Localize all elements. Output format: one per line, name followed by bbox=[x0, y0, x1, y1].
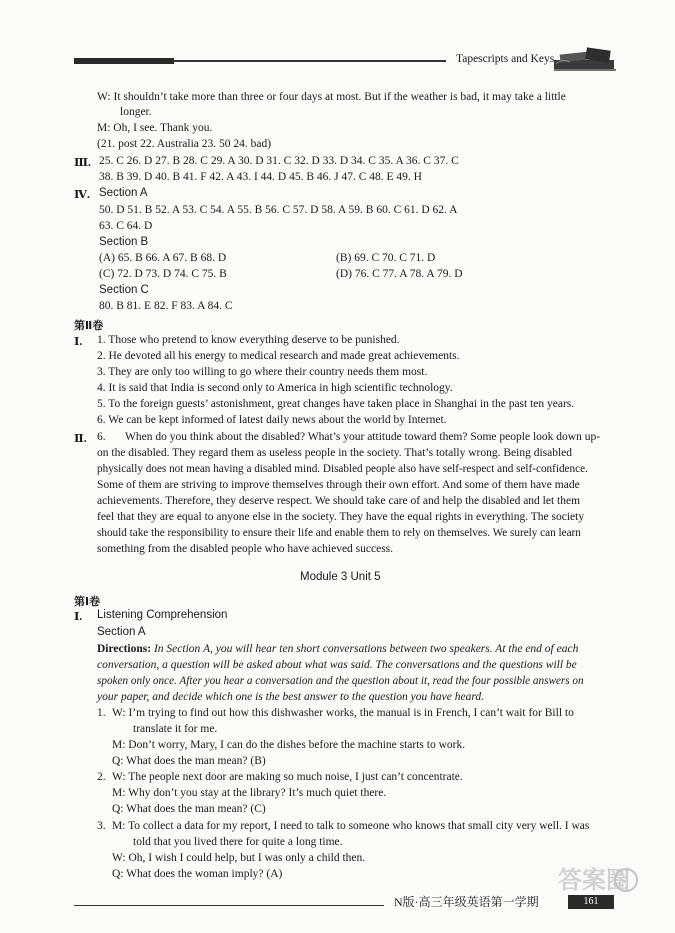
header-rule-thin bbox=[174, 60, 446, 62]
answer-key-line: (B) 69. C 70. C 71. D bbox=[336, 252, 436, 264]
translation-item: 6. We can be kept informed of latest daily news about the world by Internet. bbox=[97, 414, 447, 426]
books-icon bbox=[552, 44, 618, 72]
essay-line: When do you think about the disabled? What’s your attitude toward them? Some people look down up- bbox=[125, 431, 601, 443]
directions-line: spoken only once. After you hear a conversation and the question about it, read the four possible answers on bbox=[97, 675, 584, 687]
dialogue-line: Q: What does the woman imply? (A) bbox=[112, 868, 283, 880]
section-a-heading: Section A bbox=[99, 187, 148, 199]
dialogue-line: M: Why don’t you stay at the library? It’s much quiet there. bbox=[112, 787, 387, 799]
essay-line: Some of them are striving to improve themselves through their own effort. And some of them have made bbox=[97, 479, 580, 491]
section-mark: Ⅰ. bbox=[74, 611, 83, 623]
header-title: Tapescripts and Keys bbox=[456, 53, 555, 65]
section-a-heading: Section A bbox=[97, 626, 146, 638]
translation-item: 4. It is said that India is second only to America in high scientific technology. bbox=[97, 382, 453, 394]
essay-line: achievements. Therefore, they deserve respect. We should take care of and help the disabled and let them bbox=[97, 495, 581, 507]
dialogue-line: M: Don’t worry, Mary, I can do the dishes before the machine starts to work. bbox=[112, 739, 466, 751]
page-number: 161 bbox=[568, 895, 614, 909]
essay-line: physically does not mean having a disabled mind. Disabled people also have self-respect and self-confidence. bbox=[97, 463, 588, 475]
answer-key-line: (C) 72. D 73. D 74. C 75. B bbox=[99, 268, 227, 280]
essay-line: on the disabled. They regard them as useless people in the society. That’s totally wrong. Being disabled bbox=[97, 447, 573, 459]
translation-item: 3. They are only too willing to go where their country needs them most. bbox=[97, 366, 428, 378]
footer-rule bbox=[74, 905, 384, 906]
dialogue-line: longer. bbox=[120, 106, 152, 118]
directions-text: In Section A, you will hear ten short conversations between two speakers. At the end of each bbox=[153, 643, 579, 655]
section-mark: Ⅲ. bbox=[74, 157, 91, 169]
header-rule-thick bbox=[74, 58, 174, 64]
listening-title: Listening Comprehension bbox=[97, 609, 228, 621]
directions-label: Directions: bbox=[97, 643, 152, 655]
dialogue-line: translate it for me. bbox=[133, 723, 218, 735]
essay-line: feel that they are equal to anyone else in the society. They have the equal rights in everything. The society bbox=[97, 511, 585, 523]
answer-key-line: 50. D 51. B 52. A 53. C 54. A 55. B 56. C 57. D 58. A 59. B 60. C 61. D 62. A bbox=[99, 204, 458, 216]
answer-key-line: 25. C 26. D 27. B 28. C 29. A 30. D 31. C 32. D 33. D 34. C 35. A 36. C 37. C bbox=[99, 155, 459, 167]
answer-key-line: (A) 65. B 66. A 67. B 68. D bbox=[99, 252, 227, 264]
footer-text: N版·高三年级英语第一学期 bbox=[394, 895, 539, 909]
answer-key-line: 63. C 64. D bbox=[99, 220, 153, 232]
answer-key-line: (21. post 22. Australia 23. 50 24. bad) bbox=[97, 138, 272, 150]
item-number: 3. bbox=[97, 820, 106, 832]
answer-key-line: 80. B 81. E 82. F 83. A 84. C bbox=[99, 300, 233, 312]
essay-line: something from the disabled people who have achieved success. bbox=[97, 543, 394, 555]
essay-line: should take the responsibility to ensure their life and enable them to rely on themselves. We surely can learn bbox=[97, 527, 581, 539]
translation-item: 2. He devoted all his energy to medical research and made great achievements. bbox=[97, 350, 460, 362]
dialogue-line: Q: What does the man mean? (B) bbox=[112, 755, 266, 767]
item-number: 2. bbox=[97, 771, 106, 783]
section-b-heading: Section B bbox=[99, 236, 149, 248]
section-mark: Ⅰ. bbox=[74, 336, 83, 348]
dialogue-line: told that you lived there for quite a long time. bbox=[133, 836, 343, 848]
answer-key-line: (D) 76. C 77. A 78. A 79. D bbox=[336, 268, 463, 280]
section-mark: Ⅱ. bbox=[74, 433, 87, 445]
essay-number: 6. bbox=[97, 431, 106, 443]
dialogue-line: W: Oh, I wish I could help, but I was only a child then. bbox=[112, 852, 366, 864]
translation-item: 1. Those who pretend to know everything deserve to be punished. bbox=[97, 334, 400, 346]
module-title: Module 3 Unit 5 bbox=[300, 571, 381, 583]
dialogue-line: M: To collect a data for my report, I need to talk to someone who knows that small city very well. I was bbox=[112, 820, 590, 832]
svg-text:答案圈: 答案圈 bbox=[558, 866, 630, 894]
dialogue-line: Q: What does the man mean? (C) bbox=[112, 803, 266, 815]
item-number: 1. bbox=[97, 707, 106, 719]
dialogue-line: M: Oh, I see. Thank you. bbox=[97, 122, 213, 134]
dialogue-line: W: The people next door are making so much noise, I just can’t concentrate. bbox=[112, 771, 463, 783]
part-title: 第Ⅰ卷 bbox=[74, 595, 101, 608]
dialogue-line: W: I’m trying to find out how this dishwasher works, the manual is in French, I can’t wait for Bill to bbox=[112, 707, 574, 719]
translation-item: 5. To the foreign guests’ astonishment, great changes have taken place in Shanghai in the past ten years. bbox=[97, 398, 575, 410]
section-c-heading: Section C bbox=[99, 284, 149, 296]
part-title: 第Ⅱ卷 bbox=[74, 319, 104, 332]
directions-line: conversation, a question will be asked about what was said. The conversations and the questions will be bbox=[97, 659, 577, 671]
answer-key-line: 38. B 39. D 40. B 41. F 42. A 43. I 44. D 45. B 46. J 47. C 48. E 49. H bbox=[99, 171, 422, 183]
directions-line: your paper, and decide which one is the best answer to the question you have heard. bbox=[97, 691, 484, 703]
directions-line bbox=[97, 643, 578, 655]
dialogue-line: W: It shouldn’t take more than three or four days at most. But if the weather is bad, it may take a little bbox=[97, 91, 566, 103]
section-mark: Ⅳ. bbox=[74, 189, 90, 201]
